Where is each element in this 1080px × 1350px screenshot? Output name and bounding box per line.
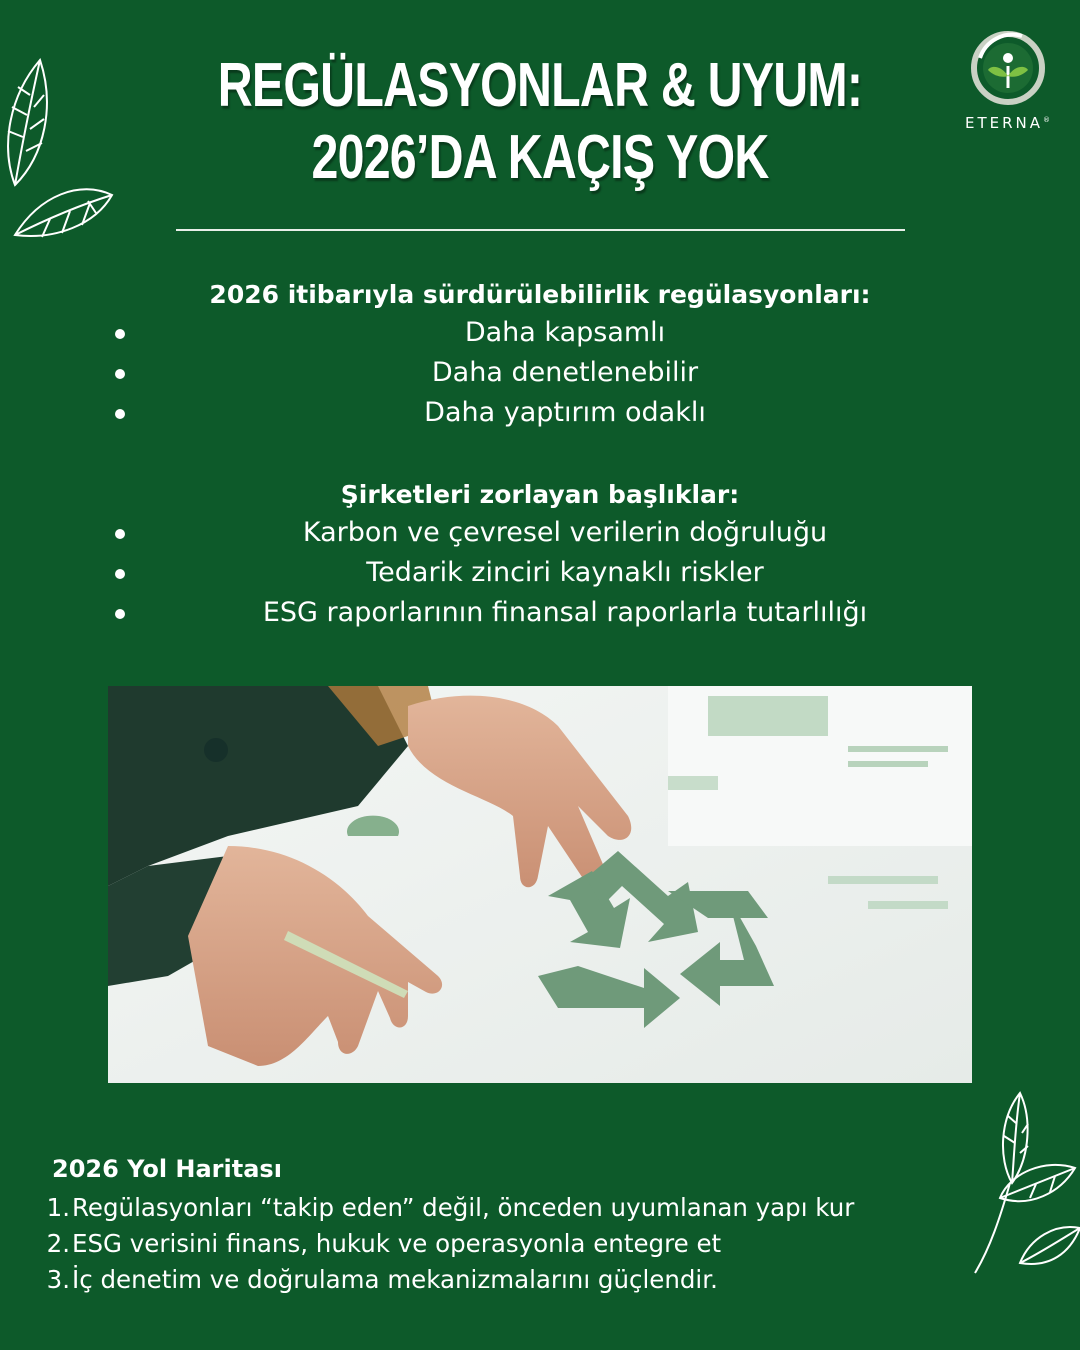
list-item: Karbon ve çevresel verilerin doğruluğu xyxy=(0,513,1080,553)
list-item: 2.ESG verisini finans, hukuk ve operasyonla entegre et xyxy=(46,1229,722,1258)
list-item: Daha denetlenebilir xyxy=(0,353,1080,393)
leaf-decor-top-left-icon xyxy=(0,55,120,245)
list-item: 3.İç denetim ve doğrulama mekanizmalarını güçlendir. xyxy=(46,1265,718,1294)
title-line-1: REGÜLASYONLAR & UYUM: xyxy=(217,51,863,120)
regulations-list xyxy=(0,313,1080,433)
list-item: 1.Regülasyonları “takip eden” değil, önceden uyumlanan yapı kur xyxy=(46,1193,855,1222)
bullet-icon xyxy=(115,329,125,339)
page-title xyxy=(119,50,961,194)
eterna-logo xyxy=(955,28,1060,138)
roadmap-list xyxy=(42,1190,854,1298)
list-item: Daha yaptırım odaklı xyxy=(0,393,1080,433)
bullet-icon xyxy=(115,409,125,419)
challenges-list xyxy=(0,513,1080,633)
roadmap-title: 2026 Yol Haritası xyxy=(52,1155,282,1183)
bullet-icon xyxy=(115,609,125,619)
bullet-icon xyxy=(115,369,125,379)
title-divider xyxy=(176,229,905,231)
logo-text: ETERNA xyxy=(964,114,1044,132)
bullet-icon xyxy=(115,529,125,539)
leaf-decor-bottom-right-icon xyxy=(970,1088,1080,1278)
list-item: Daha kapsamlı xyxy=(0,313,1080,353)
registered-mark: ® xyxy=(1043,116,1051,124)
list-item: Tedarik zinciri kaynaklı riskler xyxy=(0,553,1080,593)
recycle-document-photo xyxy=(108,686,972,1083)
list-item: ESG raporlarının finansal raporlarla tutarlılığı xyxy=(0,593,1080,633)
section-heading-challenges: Şirketleri zorlayan başlıklar: xyxy=(340,480,740,509)
bullet-icon xyxy=(115,569,125,579)
recycle-photo-illustration xyxy=(108,686,972,1083)
eterna-emblem-icon xyxy=(962,28,1054,110)
title-line-2: 2026’DA KAÇIŞ YOK xyxy=(311,123,769,192)
section-heading-regulations: 2026 itibarıyla sürdürülebilirlik regülasyonları: xyxy=(209,280,871,309)
